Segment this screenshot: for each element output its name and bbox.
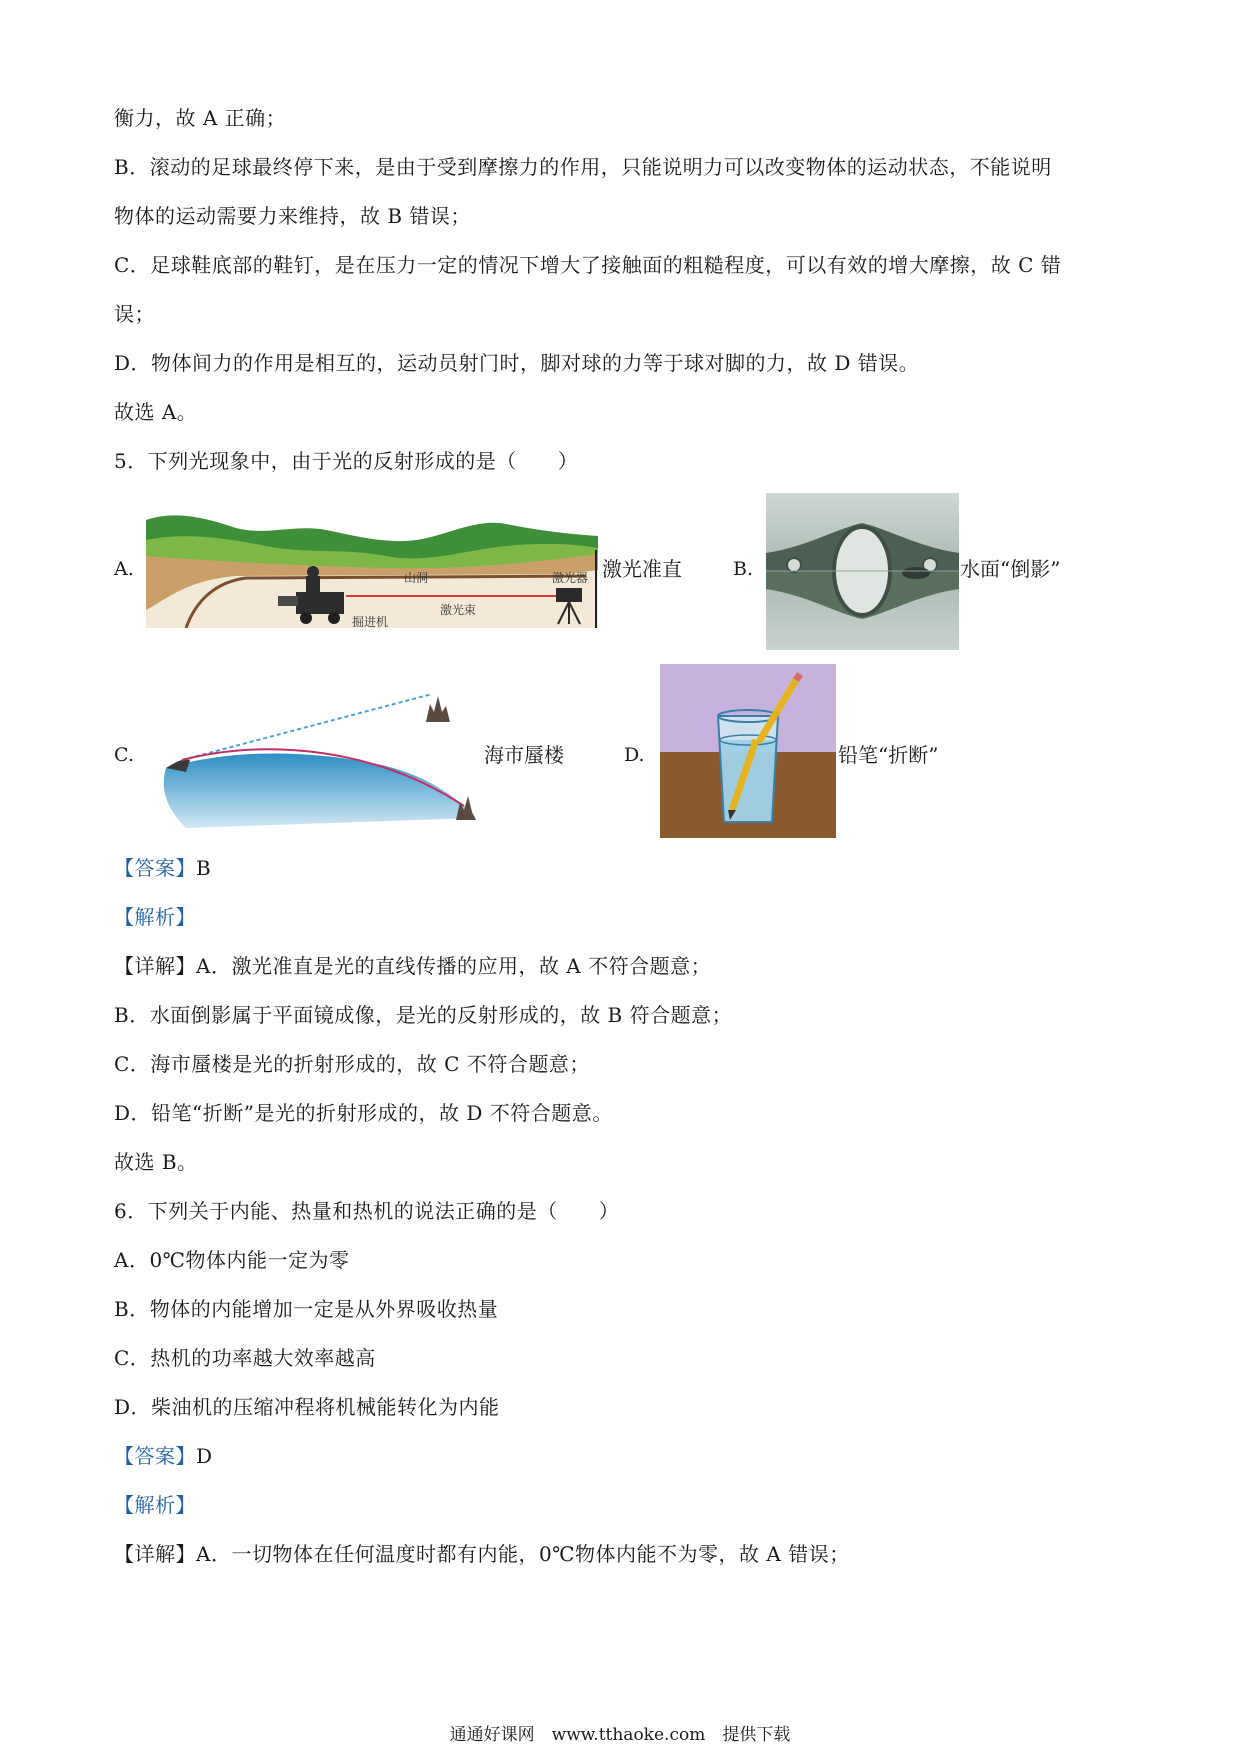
bridge-reflection-photo xyxy=(766,493,959,650)
option-caption-a: 激光准直 xyxy=(602,557,682,581)
pencil-in-glass-figure xyxy=(660,664,836,838)
option-letter-d: D. xyxy=(624,744,645,766)
detail-text: A．一切物体在任何温度时都有内能，0℃物体内能不为零，故 A 错误； xyxy=(196,1542,850,1566)
option-line: D．柴油机的压缩冲程将机械能转化为内能 xyxy=(114,1395,500,1419)
detail-tag: 【详解】 xyxy=(114,1542,196,1566)
machine-label: 掘进机 xyxy=(352,615,389,628)
option-line: C．热机的功率越大效率越高 xyxy=(114,1346,376,1370)
beam-label: 激光束 xyxy=(440,603,477,617)
answer-value: B xyxy=(196,856,212,880)
analysis-tag: 【解析】 xyxy=(114,905,196,929)
option-line: B．物体的内能增加一定是从外界吸收热量 xyxy=(114,1297,499,1321)
answer-tag: 【答案】 xyxy=(114,1444,196,1468)
text-line: D．物体间力的作用是相互的，运动员射门时，脚对球的力等于球对脚的力，故 D 错误。 xyxy=(114,351,920,375)
tunnel-label: 山洞 xyxy=(404,571,429,585)
detail-line: D．铅笔“折断”是光的折射形成的，故 D 不符合题意。 xyxy=(114,1101,613,1125)
detail-tag: 【详解】 xyxy=(114,954,196,978)
answer-value: D xyxy=(196,1444,213,1468)
option-caption-c: 海市蜃楼 xyxy=(484,743,564,767)
text-line: C．足球鞋底部的鞋钉，是在压力一定的情况下增大了接触面的粗糙程度，可以有效的增大摩擦，故 C 错 xyxy=(114,253,1062,277)
text-line: B．滚动的足球最终停下来，是由于受到摩擦力的作用，只能说明力可以改变物体的运动状态，不能说明 xyxy=(114,155,1052,179)
detail-line: B．水面倒影属于平面镜成像，是光的反射形成的，故 B 符合题意； xyxy=(114,1003,733,1027)
option-caption-d: 铅笔“折断” xyxy=(838,743,939,767)
laser-tunnel-figure xyxy=(146,510,598,628)
analysis-tag: 【解析】 xyxy=(114,1493,196,1517)
option-letter-c: C. xyxy=(114,744,134,766)
detail-line xyxy=(114,1542,850,1566)
question-stem: 5．下列光现象中，由于光的反射形成的是（ ） xyxy=(114,449,579,473)
option-letter-a: A. xyxy=(114,558,134,580)
detail-line xyxy=(114,954,711,978)
option-letter-b: B. xyxy=(733,558,754,580)
text-line: 物体的运动需要力来维持，故 B 错误； xyxy=(114,204,471,228)
option-line: A．0℃物体内能一定为零 xyxy=(114,1248,350,1272)
page-footer: 通通好课网 www.tthaoke.com 提供下载 xyxy=(449,1725,791,1745)
analysis-line xyxy=(114,905,196,929)
option-caption-b: 水面“倒影” xyxy=(960,557,1061,581)
text-line: 故选 A。 xyxy=(114,400,198,424)
detail-text: A．激光准直是光的直线传播的应用，故 A 不符合题意； xyxy=(196,954,712,978)
detail-line: 故选 B。 xyxy=(114,1150,198,1174)
text-line: 衡力，故 A 正确； xyxy=(114,106,287,130)
answer-tag: 【答案】 xyxy=(114,856,196,880)
detail-line: C．海市蜃楼是光的折射形成的，故 C 不符合题意； xyxy=(114,1052,590,1076)
answer-line xyxy=(114,1444,213,1468)
laser-label: 激光器 xyxy=(552,571,589,585)
question-stem: 6．下列关于内能、热量和热机的说法正确的是（ ） xyxy=(114,1199,620,1223)
answer-line xyxy=(114,856,211,880)
mirage-figure xyxy=(146,678,476,828)
text-line: 误； xyxy=(114,302,155,326)
analysis-line xyxy=(114,1493,196,1517)
